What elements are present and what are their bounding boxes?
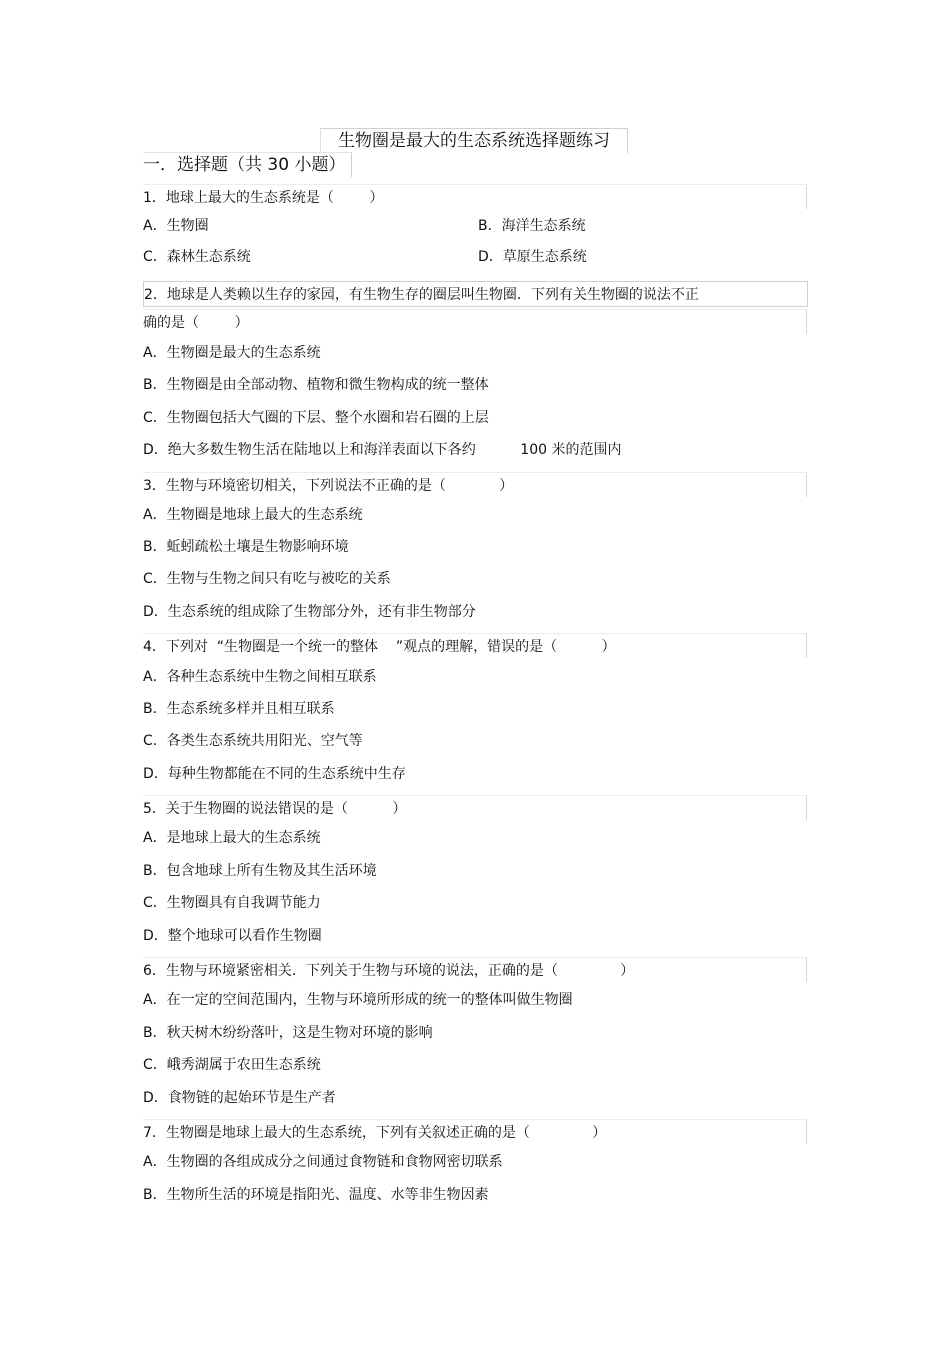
question-2-stem-line-2: 确的是（ ） xyxy=(143,315,249,331)
question-2-option-a: A．生物圈是最大的生态系统 xyxy=(143,345,321,361)
question-4-option-b: B．生态系统多样并且相互联系 xyxy=(143,701,335,717)
question-7-option-a: A．生物圈的各组成成分之间通过食物链和食物网密切联系 xyxy=(143,1154,503,1170)
question-6-stem: 6．生物与环境紧密相关．下列关于生物与环境的说法，正确的是（ ） xyxy=(143,963,635,979)
question-7-stem: 7．生物圈是地球上最大的生态系统，下列有关叙述正确的是（ ） xyxy=(143,1125,607,1141)
question-2-option-c: C．生物圈包括大气圈的下层、整个水圈和岩石圈的上层 xyxy=(143,410,489,426)
question-1-option-c: C．森林生态系统 xyxy=(143,249,251,265)
question-1-stem-box xyxy=(143,184,807,209)
question-4-option-a: A．各种生态系统中生物之间相互联系 xyxy=(143,669,377,685)
question-7-stem-box xyxy=(143,1119,807,1144)
question-6-option-c: C．峨秀湖属于农田生态系统 xyxy=(143,1057,321,1073)
question-6-stem-box xyxy=(143,957,807,982)
question-2-stem-box-2 xyxy=(143,309,807,334)
question-5-option-b: B．包含地球上所有生物及其生活环境 xyxy=(143,863,377,879)
question-2-option-d: D．绝大多数生物生活在陆地以上和海洋表面以下各约 100 米的范围内 xyxy=(143,442,622,458)
question-3-option-a: A．生物圈是地球上最大的生态系统 xyxy=(143,507,363,523)
question-7-option-b: B．生物所生活的环境是指阳光、温度、水等非生物因素 xyxy=(143,1187,489,1203)
question-6-option-a: A．在一定的空间范围内，生物与环境所形成的统一的整体叫做生物圈 xyxy=(143,992,573,1008)
document-title: 生物圈是最大的生态系统选择题练习 xyxy=(320,128,628,153)
question-1-option-a: A．生物圈 xyxy=(143,218,209,234)
question-3-option-c: C．生物与生物之间只有吃与被吃的关系 xyxy=(143,571,391,587)
question-1-option-b: B．海洋生态系统 xyxy=(478,218,586,234)
question-1-stem: 1．地球上最大的生态系统是（ ） xyxy=(143,190,384,206)
question-3-option-b: B．蚯蚓疏松土壤是生物影响环境 xyxy=(143,539,349,555)
question-3-stem: 3．生物与环境密切相关，下列说法不正确的是（ ） xyxy=(143,478,514,494)
question-5-option-c: C．生物圈具有自我调节能力 xyxy=(143,895,321,911)
question-4-option-c: C．各类生态系统共用阳光、空气等 xyxy=(143,733,363,749)
question-3-option-d: D．生态系统的组成除了生物部分外，还有非生物部分 xyxy=(143,604,476,620)
section-heading: 一．选择题（共 30 小题） xyxy=(143,152,352,177)
question-6-option-b: B．秋天树木纷纷落叶，这是生物对环境的影响 xyxy=(143,1025,433,1041)
question-5-option-d: D．整个地球可以看作生物圈 xyxy=(143,928,322,944)
question-2-stem-line-1: 2．地球是人类赖以生存的家园，有生物生存的圈层叫生物圈．下列有关生物圈的说法不正 xyxy=(144,287,699,303)
question-1-option-d: D．草原生态系统 xyxy=(478,249,587,265)
question-2-stem-box-1 xyxy=(143,281,808,307)
question-4-stem: 4．下列对 “生物圈是一个统一的整体 ”观点的理解，错误的是（ ） xyxy=(143,639,616,655)
question-4-option-d: D．每种生物都能在不同的生态系统中生存 xyxy=(143,766,406,782)
question-5-stem: 5．关于生物圈的说法错误的是（ ） xyxy=(143,801,407,817)
question-5-stem-box xyxy=(143,795,807,820)
question-5-option-a: A．是地球上最大的生态系统 xyxy=(143,830,321,846)
question-6-option-d: D．食物链的起始环节是生产者 xyxy=(143,1090,336,1106)
question-4-stem-box xyxy=(143,633,807,658)
question-2-option-b: B．生物圈是由全部动物、植物和微生物构成的统一整体 xyxy=(143,377,489,393)
question-3-stem-box xyxy=(143,472,807,497)
